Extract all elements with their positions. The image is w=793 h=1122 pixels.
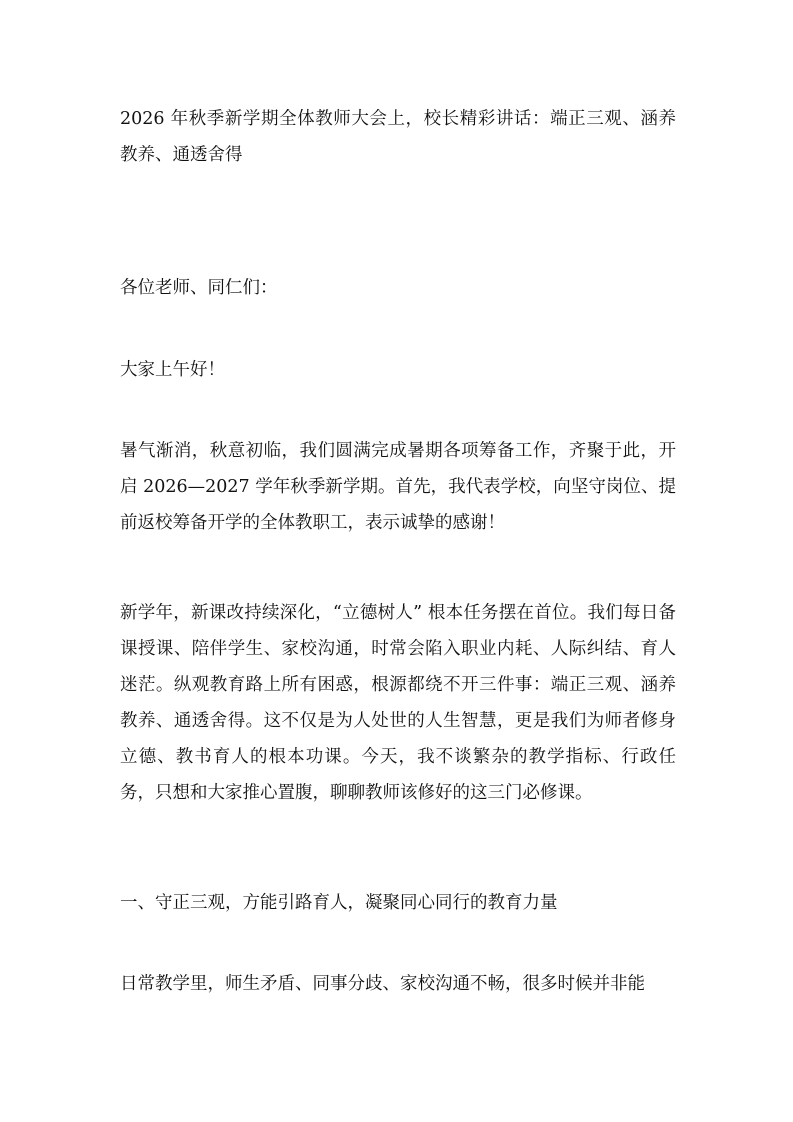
paragraph-body: 新学年，新课改持续深化，“立德树人” 根本任务摆在首位。我们每日备课授课、陪伴学生、家校沟通，时常会陷入职业内耗、人际纠结、育人迷茫。纵观教育路上所有困惑，根源都绕不开三件事：端正三观、涵养教养、通透舍得。这不仅是为人处世的人生智慧，更是我们为师者修身立德、教书育人的根本功课。今天，我不谈繁杂的教学指标、行政任务，只想和大家推心置腹，聊聊教师该修好的这三门必修课。	[120, 603, 676, 803]
paragraph-section-start: 日常教学里，师生矛盾、同事分歧、家校沟通不畅，很多时候并非能	[120, 974, 645, 994]
section-heading: 一、守正三观，方能引路育人，凝聚同心同行的教育力量	[120, 893, 558, 913]
document-title: 2026 年秋季新学期全体教师大会上，校长精彩讲话：端正三观、涵养教养、通透舍得	[120, 109, 676, 165]
greeting-line: 各位老师、同仁们：	[120, 278, 278, 298]
hello-line: 大家上午好！	[120, 360, 225, 380]
paragraph-intro: 暑气渐消，秋意初临，我们圆满完成暑期各项筹备工作，齐聚于此，开启 2026—2027 学年秋季新学期。首先，我代表学校，向坚守岗位、提前返校筹备开学的全体教职工，表示诚挚的感谢！	[120, 441, 676, 533]
